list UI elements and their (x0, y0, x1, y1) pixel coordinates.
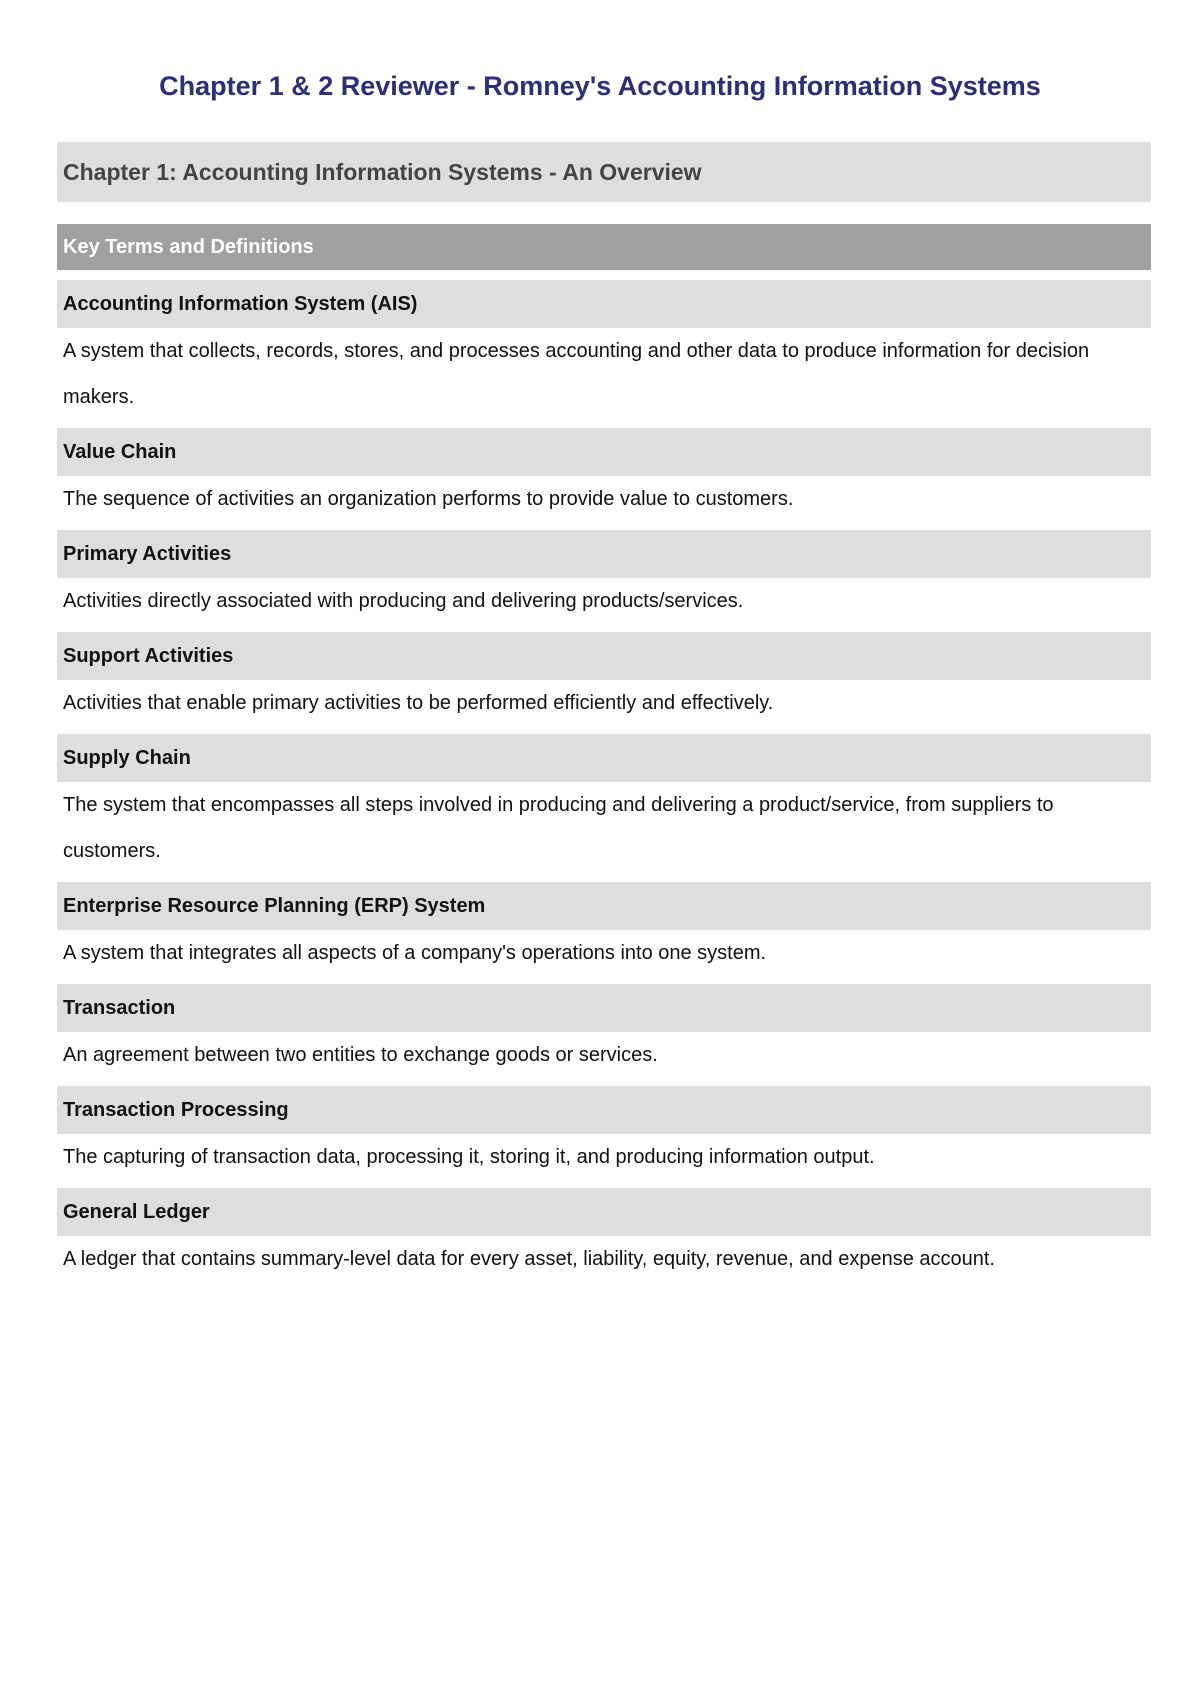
term-definition: A ledger that contains summary-level data for every asset, liability, equity, revenue, and expense account. (63, 1248, 995, 1270)
term-entry-primary-activities (57, 530, 1151, 624)
term-heading: Transaction (57, 984, 1151, 1032)
chapter-heading: Chapter 1: Accounting Information Systems - An Overview (57, 142, 1151, 202)
term-heading: Enterprise Resource Planning (ERP) System (57, 882, 1151, 930)
term-heading: Accounting Information System (AIS) (57, 280, 1151, 328)
term-entry-value-chain (57, 428, 1151, 522)
term-definition: A system that collects, records, stores, and processes accounting and other data to produce information for decision makers. (63, 340, 1090, 408)
term-heading: Primary Activities (57, 530, 1151, 578)
term-entry-transaction (57, 984, 1151, 1078)
term-entry-erp-system (57, 882, 1151, 976)
term-definition: Activities directly associated with producing and delivering products/services. (63, 590, 744, 612)
term-definition: The sequence of activities an organization performs to provide value to customers. (63, 488, 794, 510)
term-heading: Support Activities (57, 632, 1151, 680)
term-entry-ais (57, 280, 1151, 420)
term-definition: The capturing of transaction data, processing it, storing it, and producing information output. (63, 1146, 875, 1168)
term-definition: An agreement between two entities to exchange goods or services. (63, 1044, 658, 1066)
term-definition: Activities that enable primary activities to be performed efficiently and effectively. (63, 692, 774, 714)
term-heading: Transaction Processing (57, 1086, 1151, 1134)
terms-list (57, 280, 1151, 1290)
term-entry-transaction-processing (57, 1086, 1151, 1180)
term-definition: The system that encompasses all steps involved in producing and delivering a product/service, from suppliers to customers. (63, 794, 1054, 862)
term-heading: Value Chain (57, 428, 1151, 476)
term-definition: A system that integrates all aspects of a company's operations into one system. (63, 942, 767, 964)
page-title: Chapter 1 & 2 Reviewer - Romney's Accounting Information Systems (159, 71, 1041, 101)
section-heading: Key Terms and Definitions (57, 224, 1151, 270)
term-entry-general-ledger (57, 1188, 1151, 1282)
term-heading: Supply Chain (57, 734, 1151, 782)
term-heading: General Ledger (57, 1188, 1151, 1236)
term-entry-support-activities (57, 632, 1151, 726)
term-entry-supply-chain (57, 734, 1151, 874)
